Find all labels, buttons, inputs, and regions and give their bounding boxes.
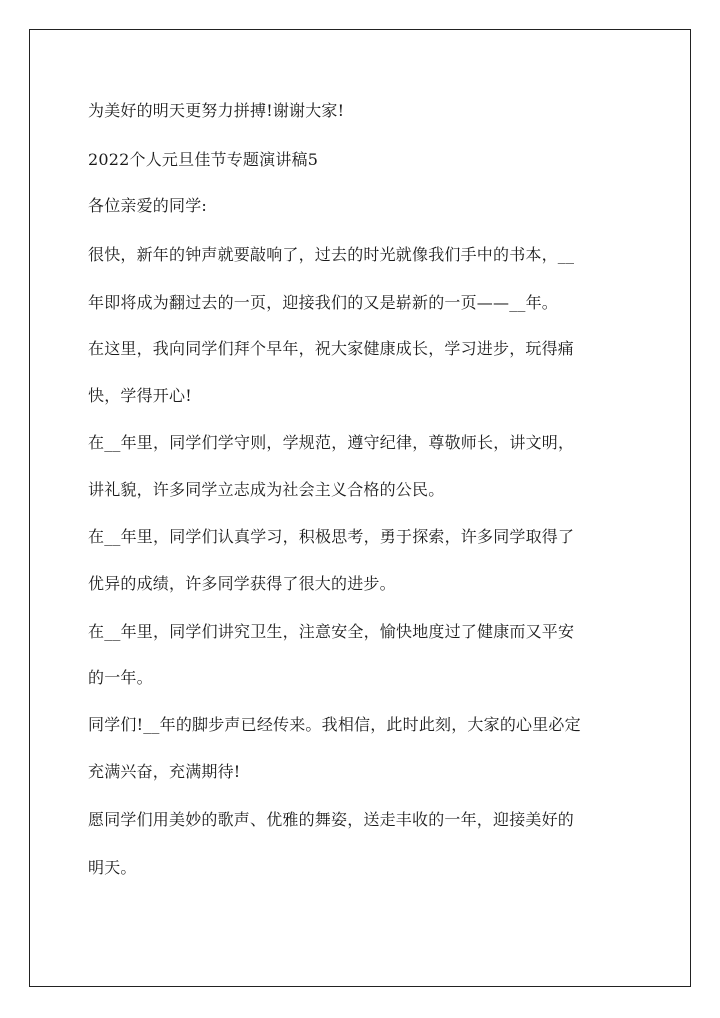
page-border — [29, 29, 691, 987]
text-line: 在__年里，同学们认真学习，积极思考，勇于探索，许多同学取得了 — [88, 527, 575, 546]
salutation: 各位亲爱的同学: — [88, 196, 207, 215]
text-line: 在__年里，同学们讲究卫生，注意安全，愉快地度过了健康而又平安 — [88, 622, 575, 641]
text-line: 在这里，我向同学们拜个早年，祝大家健康成长，学习进步，玩得痛 — [88, 339, 575, 358]
text-line: 同学们!__年的脚步声已经传来。我相信，此时此刻，大家的心里必定 — [88, 715, 581, 734]
text-line: 很快，新年的钟声就要敲响了，过去的时光就像我们手中的书本，__ — [88, 245, 575, 264]
text-line: 愿同学们用美妙的歌声、优雅的舞姿，送走丰收的一年，迎接美好的 — [88, 810, 575, 829]
text-line: 为美好的明天更努力拼搏!谢谢大家! — [88, 101, 345, 120]
text-line: 讲礼貌，许多同学立志成为社会主义合格的公民。 — [88, 480, 445, 499]
text-line: 快，学得开心! — [88, 386, 192, 405]
text-line: 年即将成为翻过去的一页，迎接我们的又是崭新的一页——__年。 — [88, 293, 559, 312]
text-line: 优异的成绩，许多同学获得了很大的进步。 — [88, 574, 396, 593]
text-line: 充满兴奋，充满期待! — [88, 762, 241, 781]
text-line: 的一年。 — [88, 668, 153, 687]
text-line: 明天。 — [88, 858, 137, 877]
text-line: 在__年里，同学们学守则，学规范，遵守纪律，尊敬师长，讲文明， — [88, 433, 575, 452]
speech-title: 2022个人元旦佳节专题演讲稿5 — [88, 150, 319, 169]
